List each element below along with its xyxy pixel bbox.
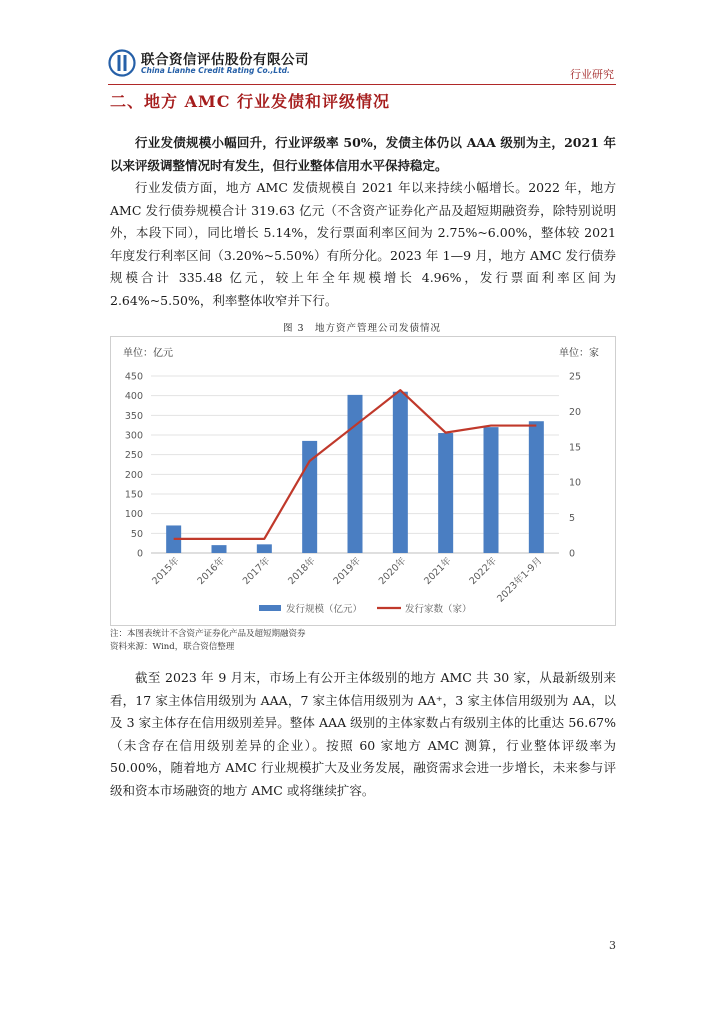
bar-issuance-7 (484, 427, 499, 553)
chart-canvas (111, 337, 617, 627)
y-right-tick-label: 0 (569, 548, 576, 560)
x-tick-label: 2021年 (422, 555, 454, 587)
section-title: 二、地方 AMC 行业发债和评级情况 (110, 92, 391, 111)
y-right-tick-label: 10 (569, 477, 582, 489)
x-tick-label: 2018年 (286, 555, 318, 587)
company-name-en: China Lianhe Credit Rating Co.,Ltd. (141, 66, 290, 75)
legend-swatch-bar (259, 605, 281, 611)
bar-issuance-6 (438, 433, 453, 553)
x-tick-label: 2016年 (195, 555, 228, 587)
y-left-tick-label: 300 (124, 430, 143, 442)
bar-issuance-2 (257, 544, 272, 553)
y-left-tick-label: 100 (124, 509, 143, 521)
y-left-tick-label: 250 (124, 450, 143, 462)
y-left-tick-label: 400 (124, 391, 143, 403)
y-right-axis-label: 单位：家 (559, 348, 599, 359)
figure-caption: 图 3 地方资产管理公司发债情况 (282, 323, 442, 334)
figure-source: 资料来源：Wind，联合资信整理 (110, 642, 235, 652)
bar-issuance-1 (212, 545, 227, 553)
y-right-tick-label: 20 (569, 406, 582, 418)
company-logo-icon (108, 49, 136, 77)
page-number: 3 (609, 939, 616, 952)
y-right-tick-label: 25 (569, 371, 582, 383)
header-divider (108, 84, 616, 85)
y-left-axis-label: 单位：亿元 (123, 348, 173, 359)
issuance-chart (110, 336, 616, 626)
x-tick-label: 2017年 (240, 555, 273, 587)
x-tick-label: 2015年 (150, 555, 182, 587)
x-tick-label: 2020年 (376, 555, 409, 587)
y-left-tick-label: 450 (124, 371, 143, 383)
report-category: 行业研究 (570, 68, 614, 81)
bar-issuance-4 (348, 395, 363, 553)
legend-label-bar: 发行规模（亿元） (286, 604, 363, 615)
y-left-tick-label: 200 (124, 469, 143, 481)
x-tick-label: 2023年1-9月 (495, 555, 545, 605)
bar-issuance-5 (393, 392, 408, 553)
rating-paragraph: 截至 2023 年 9 月末，市场上有公开主体级别的地方 AMC 共 30 家，从最新级别来看，17 家主体信用级别为 AAA，7 家主体信用级别为 AA⁺，3 家主体信用级别为 AA，以及 3 家主体存在信用级别差异。整体 AAA 级别的主体家数占有级别主体的比重达 56.67%（未含存在信用级别差异的企业）。按照 60 家地方 AMC 测算，行业整体评级率为 50.00%，随着地方 AMC 行业规模扩大及业务发展，融资需求会进一步增长，未来参与评级和资本市场融资的地方 AMC 或将继续扩容。 (110, 670, 616, 798)
x-tick-label: 2022年 (467, 555, 500, 587)
company-name-cn: 联合资信评估股份有限公司 (141, 52, 309, 68)
figure-notes (110, 628, 306, 654)
figure-note: 注：本图表统计不含资产证券化产品及超短期融资券 (110, 629, 306, 639)
bar-issuance-8 (529, 421, 544, 553)
y-left-tick-label: 350 (124, 410, 143, 422)
y-left-tick-label: 0 (136, 548, 143, 560)
issuance-paragraph: 行业发债方面，地方 AMC 发债规模自 2021 年以来持续小幅增长。2022 年，地方 AMC 发行债券规模合计 319.63 亿元（不含资产证券化产品及超短期融资券，除特别说明外，本段下同），同比增长 5.14%，发行票面利率区间为 2.75%~6.00%，整体较 2021 年度发行利率区间（3.20%~5.50%）有所分化。2023 年 1—9 月，地方 AMC 发行债券规模合计 335.48 亿元，较上年全年规模增长 4.96%，发行票面利率区间为 2.64%~5.50%，利率整体收窄并下行。 (110, 180, 616, 308)
x-tick-label: 2019年 (331, 555, 364, 587)
y-right-tick-label: 15 (569, 442, 582, 454)
y-left-tick-label: 150 (124, 489, 143, 501)
y-right-tick-label: 5 (569, 513, 576, 525)
lead-paragraph: 行业发债规模小幅回升，行业评级率 50%，发债主体仍以 AAA 级别为主，2021 年以来评级调整情况时有发生，但行业整体信用水平保持稳定。 (110, 135, 616, 173)
y-left-tick-label: 50 (130, 528, 143, 540)
page-header (108, 46, 616, 84)
legend-label-line: 发行家数（家） (405, 604, 472, 615)
